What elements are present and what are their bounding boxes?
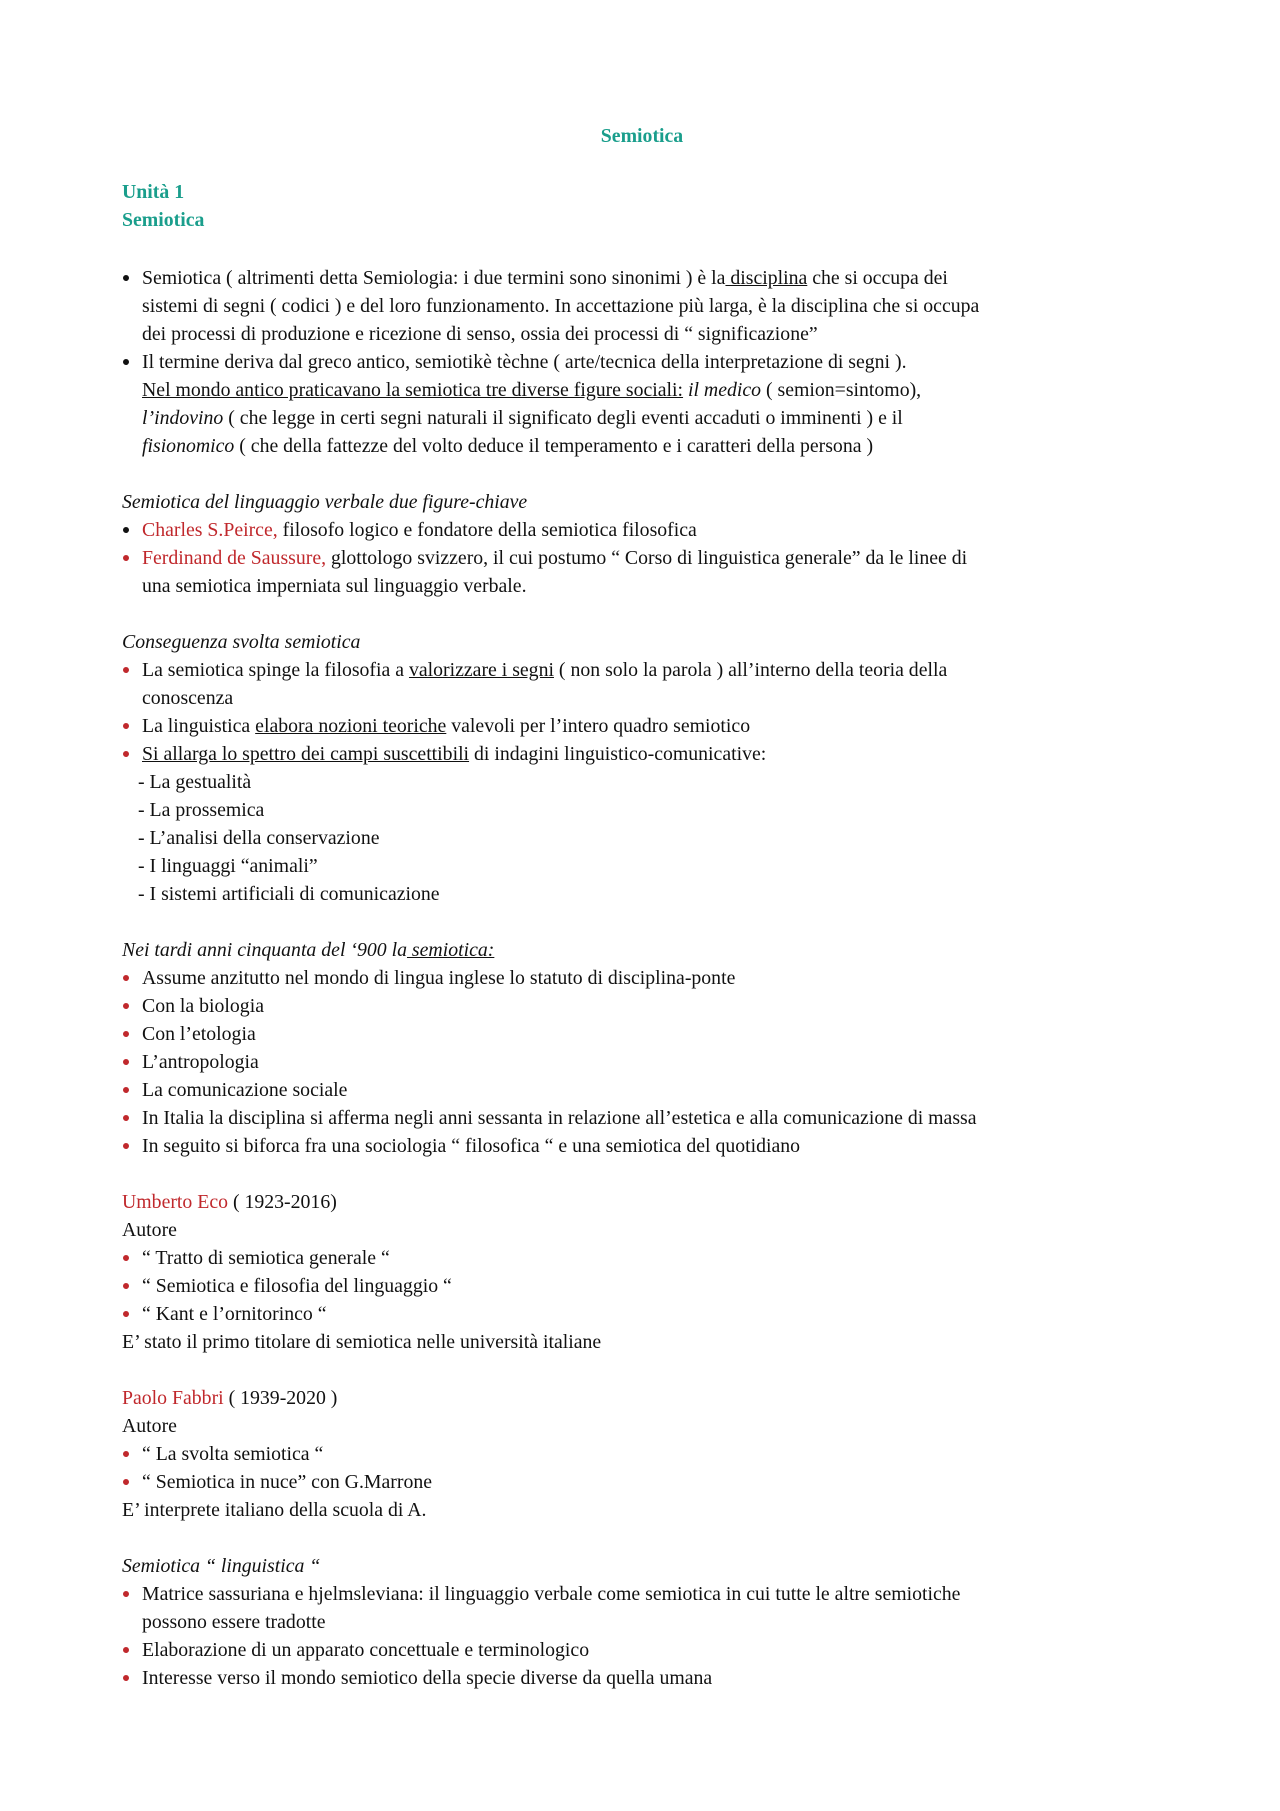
eco-note: E’ stato il primo titolare di semiotica nelle università italiane xyxy=(122,1331,602,1353)
figures-heading: Semiotica del linguaggio verbale due figure-chiave xyxy=(122,491,528,513)
intro-bullet-2: Il termine deriva dal greco antico, semiotikè tèchne ( arte/tecnica della interpretazione di segni ). xyxy=(122,348,907,376)
fifties-item: In seguito si biforca fra una sociologia “ filosofica “ e una semiotica del quotidiano xyxy=(122,1132,800,1160)
consequence-bullet-1: La semiotica spinge la filosofia a valorizzare i segni ( non solo la parola ) all’interno della teoria della xyxy=(122,656,947,684)
fabbri-note: E’ interprete italiano della scuola di A. xyxy=(122,1499,427,1521)
consequence-bullet-3: Si allarga lo spettro dei campi suscettibili di indagini linguistico-comunicative: xyxy=(122,740,766,768)
figure-peirce: Charles S.Peirce, filosofo logico e fondatore della semiotica filosofica xyxy=(122,516,697,544)
consequence-bullet-1-cont: conoscenza xyxy=(142,687,234,709)
document-title: Semiotica xyxy=(600,125,684,147)
consequence-subitem: - La prossemica xyxy=(138,799,265,821)
fabbri-work: “ La svolta semiotica “ xyxy=(122,1440,323,1468)
consequence-subitem: - L’analisi della conservazione xyxy=(138,827,380,849)
fifties-heading: Nei tardi anni cinquanta del ‘900 la semiotica: xyxy=(122,939,495,961)
eco-heading: Umberto Eco ( 1923-2016) xyxy=(122,1191,337,1213)
figure-saussure-cont: una semiotica imperniata sul linguaggio verbale. xyxy=(142,575,527,597)
fifties-item: In Italia la disciplina si afferma negli anni sessanta in relazione all’estetica e alla comunicazione di massa xyxy=(122,1104,977,1132)
intro-bullet-1: Semiotica ( altrimenti detta Semiologia: i due termini sono sinonimi ) è la disciplina che si occupa dei xyxy=(122,264,948,292)
fifties-item: Assume anzitutto nel mondo di lingua inglese lo statuto di disciplina-ponte xyxy=(122,964,735,992)
consequence-subitem: - I linguaggi “animali” xyxy=(138,855,318,877)
consequence-subitem: - La gestualità xyxy=(138,771,252,793)
fifties-item: La comunicazione sociale xyxy=(122,1076,347,1104)
intro-bullet-2-line-2: Nel mondo antico praticavano la semiotica tre diverse figure sociali: il medico ( semion=sintomo), xyxy=(142,379,922,401)
fifties-item: Con la biologia xyxy=(122,992,264,1020)
intro-bullet-1-line-2: sistemi di segni ( codici ) e del loro funzionamento. In accettazione più larga, è la disciplina che si occupa xyxy=(142,295,980,317)
linguistic-bullet-3: Interesse verso il mondo semiotico della specie diverse da quella umana xyxy=(122,1664,712,1692)
eco-work: “ Kant e l’ornitorinco “ xyxy=(122,1300,327,1328)
linguistic-heading: Semiotica “ linguistica “ xyxy=(122,1555,321,1577)
linguistic-bullet-1: Matrice sassuriana e hjelmsleviana: il linguaggio verbale come semiotica in cui tutte le altre semiotiche xyxy=(122,1580,960,1608)
linguistic-bullet-2: Elaborazione di un apparato concettuale e terminologico xyxy=(122,1636,589,1664)
fabbri-work: “ Semiotica in nuce” con G.Marrone xyxy=(122,1468,432,1496)
eco-work: “ Semiotica e filosofia del linguaggio “ xyxy=(122,1272,452,1300)
intro-bullet-1-line-3: dei processi di produzione e ricezione di senso, ossia dei processi di “ significazione” xyxy=(142,323,818,345)
unit-heading: Semiotica xyxy=(122,209,205,231)
fifties-item: Con l’etologia xyxy=(122,1020,256,1048)
intro-bullet-2-line-3: l’indovino ( che legge in certi segni naturali il significato degli eventi accaduti o imminenti ) e il xyxy=(142,407,903,429)
unit-label: Unità 1 xyxy=(122,181,185,203)
eco-work: “ Tratto di semiotica generale “ xyxy=(122,1244,390,1272)
eco-role: Autore xyxy=(122,1219,177,1241)
consequence-subitem: - I sistemi artificiali di comunicazione xyxy=(138,883,440,905)
linguistic-bullet-1-cont: possono essere tradotte xyxy=(142,1611,326,1633)
figure-saussure: Ferdinand de Saussure, glottologo svizzero, il cui postumo “ Corso di linguistica generale” da le linee di xyxy=(122,544,967,572)
intro-bullet-2-line-4: fisionomico ( che della fattezze del volto deduce il temperamento e i caratteri della persona ) xyxy=(142,435,874,457)
fabbri-role: Autore xyxy=(122,1415,177,1437)
consequence-heading: Conseguenza svolta semiotica xyxy=(122,631,361,653)
consequence-bullet-2: La linguistica elabora nozioni teoriche valevoli per l’intero quadro semiotico xyxy=(122,712,750,740)
fifties-item: L’antropologia xyxy=(122,1048,259,1076)
fabbri-heading: Paolo Fabbri ( 1939-2020 ) xyxy=(122,1387,338,1409)
